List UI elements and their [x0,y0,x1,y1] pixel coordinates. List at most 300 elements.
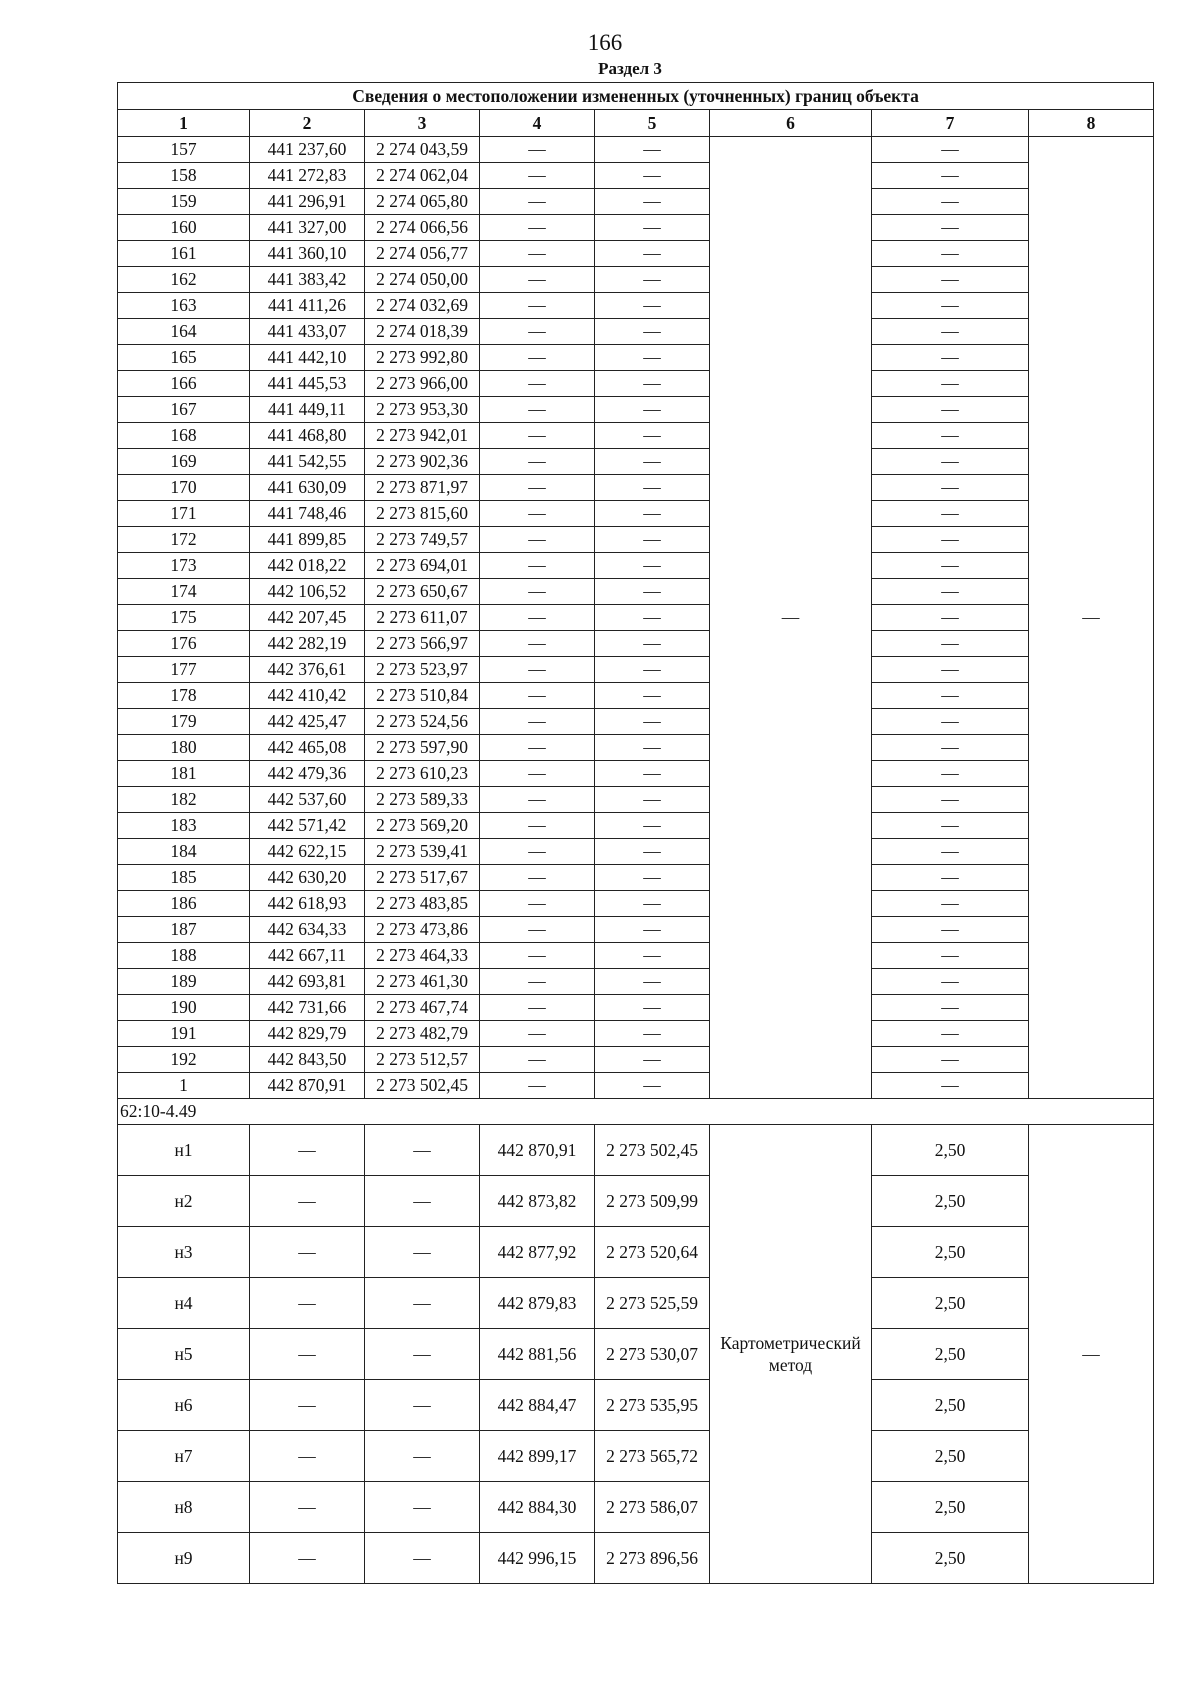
table-cell: 441 442,10 [250,345,365,371]
table-cell: 2 274 018,39 [365,319,480,345]
table-cell: 441 449,11 [250,397,365,423]
method-cell: — [710,137,872,1099]
table-row [118,1176,1154,1227]
table-row [118,761,1154,787]
table-cell: 441 296,91 [250,189,365,215]
table-cell: н3 [118,1227,250,1278]
table-cell: 2 273 953,30 [365,397,480,423]
table-cell: — [872,813,1029,839]
table-row [118,1380,1154,1431]
table-cell: 442 899,17 [480,1431,595,1482]
table-cell: — [250,1533,365,1584]
table-cell: 441 899,85 [250,527,365,553]
table-row [118,1329,1154,1380]
table-row [118,319,1154,345]
table-cell: — [595,215,710,241]
table-row [118,345,1154,371]
method-cell: Картометрический метод [710,1125,872,1584]
table-cell: — [872,839,1029,865]
table-cell: — [872,761,1029,787]
table-cell: 172 [118,527,250,553]
table-cell: — [595,553,710,579]
table-cell: 2 273 565,72 [595,1431,710,1482]
table-cell: 157 [118,137,250,163]
table-cell: 442 884,47 [480,1380,595,1431]
table-cell: — [480,345,595,371]
table-cell: н8 [118,1482,250,1533]
table-cell: 441 445,53 [250,371,365,397]
table-cell: — [480,475,595,501]
table-cell: 441 237,60 [250,137,365,163]
table-cell: — [595,163,710,189]
table-cell: н4 [118,1278,250,1329]
table-cell: 442 693,81 [250,969,365,995]
table-cell: 168 [118,423,250,449]
table-cell: 441 327,00 [250,215,365,241]
table-cell: — [480,1021,595,1047]
table-cell: 183 [118,813,250,839]
table-cell: — [872,137,1029,163]
table-cell: — [595,969,710,995]
table-cell: 442 667,11 [250,943,365,969]
table-cell: 2 273 749,57 [365,527,480,553]
table-cell: 442 376,61 [250,657,365,683]
table-cell: — [480,241,595,267]
table-cell: — [595,683,710,709]
table-cell: 165 [118,345,250,371]
table-cell: — [250,1227,365,1278]
table-cell: 442 634,33 [250,917,365,943]
table-cell: 184 [118,839,250,865]
table-cell: 2 273 566,97 [365,631,480,657]
table-cell: 2 273 586,07 [595,1482,710,1533]
table-cell: 441 433,07 [250,319,365,345]
table-cell: — [480,215,595,241]
table-row [118,371,1154,397]
table-cell: — [480,137,595,163]
table-cell: 2 273 473,86 [365,917,480,943]
table-cell: 2,50 [872,1329,1029,1380]
table-row [118,1482,1154,1533]
table-cell: — [480,839,595,865]
table-cell: — [595,891,710,917]
table-row [118,1047,1154,1073]
table-row [118,943,1154,969]
table-cell: — [595,267,710,293]
table-cell: — [595,1047,710,1073]
table-cell: 159 [118,189,250,215]
table-cell: 173 [118,553,250,579]
table-row [118,709,1154,735]
table-cell: — [872,1047,1029,1073]
table-cell: 2 274 062,04 [365,163,480,189]
table-cell: 2 273 517,67 [365,865,480,891]
table-cell: — [250,1482,365,1533]
table-cell: н7 [118,1431,250,1482]
table-cell: 441 360,10 [250,241,365,267]
table-cell: — [595,241,710,267]
column-header: 8 [1029,110,1154,137]
table-cell: — [365,1533,480,1584]
table-cell: 2 273 467,74 [365,995,480,1021]
table-cell: 2 273 461,30 [365,969,480,995]
table-cell: — [480,189,595,215]
table-row [118,397,1154,423]
table-cell: — [365,1380,480,1431]
table-cell: — [250,1125,365,1176]
table-cell: — [595,995,710,1021]
table-cell: 162 [118,267,250,293]
table-cell: 2 273 650,67 [365,579,480,605]
table-cell: 171 [118,501,250,527]
table-cell: — [480,605,595,631]
table-cell: 442 630,20 [250,865,365,891]
table-cell: 187 [118,917,250,943]
table-cell: 191 [118,1021,250,1047]
table-row [118,475,1154,501]
table-cell: 442 843,50 [250,1047,365,1073]
table-cell: 441 411,26 [250,293,365,319]
table-cell: — [595,735,710,761]
table-cell: 160 [118,215,250,241]
table-cell: — [872,1021,1029,1047]
table-cell: — [872,605,1029,631]
table-cell: н5 [118,1329,250,1380]
table-cell: — [480,579,595,605]
table-cell: 442 829,79 [250,1021,365,1047]
table-cell: — [595,943,710,969]
object-code: 62:10-4.49 [118,1099,1154,1125]
table-cell: — [872,969,1029,995]
table-cell: — [595,189,710,215]
table-cell: 185 [118,865,250,891]
table-cell: — [595,709,710,735]
table-cell: — [872,449,1029,475]
table-cell: 2 273 509,99 [595,1176,710,1227]
table-cell: 2 273 482,79 [365,1021,480,1047]
table-cell: 2 273 525,59 [595,1278,710,1329]
table-row [118,1021,1154,1047]
table-cell: — [480,423,595,449]
table-cell: — [872,1073,1029,1099]
table-cell: 442 884,30 [480,1482,595,1533]
table-cell: 2 273 530,07 [595,1329,710,1380]
table-cell: — [595,345,710,371]
column-header: 2 [250,110,365,137]
table-cell: 2,50 [872,1533,1029,1584]
table-cell: — [872,579,1029,605]
table-row [118,1278,1154,1329]
table-cell: — [872,709,1029,735]
table-row [118,995,1154,1021]
table-cell: — [595,475,710,501]
table-cell: 442 425,47 [250,709,365,735]
table-cell: 2 273 569,20 [365,813,480,839]
table-cell: 442 881,56 [480,1329,595,1380]
table-cell: 442 870,91 [250,1073,365,1099]
table-row [118,813,1154,839]
table-cell: — [365,1329,480,1380]
table-cell: н1 [118,1125,250,1176]
table-cell: — [595,371,710,397]
table-cell: 2 273 464,33 [365,943,480,969]
table-row [118,631,1154,657]
table-row [118,605,1154,631]
table-cell: 176 [118,631,250,657]
table-cell: 2,50 [872,1176,1029,1227]
table-cell: — [872,475,1029,501]
table-cell: — [595,293,710,319]
table-cell: — [595,397,710,423]
table-row [118,1073,1154,1099]
table-row [118,657,1154,683]
table-cell: 2 273 694,01 [365,553,480,579]
table-cell: 442 018,22 [250,553,365,579]
table-cell: — [480,917,595,943]
table-cell: 2,50 [872,1482,1029,1533]
table-row [118,683,1154,709]
table-cell: — [480,865,595,891]
table-cell: 442 622,15 [250,839,365,865]
table-cell: 442 537,60 [250,787,365,813]
table-cell: 161 [118,241,250,267]
column-header: 6 [710,110,872,137]
table-cell: 442 879,83 [480,1278,595,1329]
table-cell: н6 [118,1380,250,1431]
table-cell: 2 274 050,00 [365,267,480,293]
table-cell: 442 996,15 [480,1533,595,1584]
table-cell: — [872,683,1029,709]
table-cell: 441 272,83 [250,163,365,189]
table-cell: 2,50 [872,1380,1029,1431]
table-cell: — [365,1227,480,1278]
note-cell: — [1029,137,1154,1099]
table-cell: 177 [118,657,250,683]
table-cell: — [595,449,710,475]
table-cell: — [480,527,595,553]
table-cell: — [595,527,710,553]
table-cell: 166 [118,371,250,397]
table-cell: 164 [118,319,250,345]
column-header: 5 [595,110,710,137]
table-cell: — [872,423,1029,449]
table-row [118,1125,1154,1176]
table-cell: 189 [118,969,250,995]
table-cell: 2 274 043,59 [365,137,480,163]
table-cell: 175 [118,605,250,631]
table-title-row [118,83,1154,110]
table-cell: — [250,1176,365,1227]
table-cell: 2 273 535,95 [595,1380,710,1431]
table-cell: 2 273 902,36 [365,449,480,475]
table-cell: 190 [118,995,250,1021]
table-cell: 180 [118,735,250,761]
table-cell: — [872,787,1029,813]
table-cell: — [595,579,710,605]
table-cell: 441 748,46 [250,501,365,527]
table-cell: 170 [118,475,250,501]
table-cell: 2 273 896,56 [595,1533,710,1584]
table-row [118,553,1154,579]
table-cell: 2,50 [872,1227,1029,1278]
table-row [118,293,1154,319]
table-cell: — [872,917,1029,943]
table-cell: 2 273 483,85 [365,891,480,917]
table-cell: — [480,501,595,527]
table-cell: 442 571,42 [250,813,365,839]
table-row [118,787,1154,813]
table-cell: 442 618,93 [250,891,365,917]
table-cell: 158 [118,163,250,189]
table-row [118,423,1154,449]
column-header: 4 [480,110,595,137]
table-cell: — [872,891,1029,917]
table-cell: — [480,631,595,657]
table-cell: 2 274 032,69 [365,293,480,319]
table-cell: 442 479,36 [250,761,365,787]
table-cell: 2 273 524,56 [365,709,480,735]
table-cell: — [872,865,1029,891]
object-code-row [118,1099,1154,1125]
table-row [118,839,1154,865]
table-cell: — [595,1073,710,1099]
table-cell: — [595,631,710,657]
table-cell: — [872,345,1029,371]
table-cell: — [480,995,595,1021]
table-cell: — [595,1021,710,1047]
table-row [118,449,1154,475]
table-cell: — [595,917,710,943]
table-cell: — [365,1482,480,1533]
table-cell: — [872,501,1029,527]
table-cell: — [595,787,710,813]
table-body [118,83,1154,1584]
table-row [118,579,1154,605]
table-cell: — [872,553,1029,579]
table-row [118,1227,1154,1278]
table-cell: 2 273 597,90 [365,735,480,761]
table-cell: — [365,1278,480,1329]
table-cell: — [872,267,1029,293]
table-cell: н2 [118,1176,250,1227]
table-cell: 442 877,92 [480,1227,595,1278]
table-cell: 174 [118,579,250,605]
table-row [118,917,1154,943]
table-cell: 186 [118,891,250,917]
table-cell: 442 410,42 [250,683,365,709]
table-cell: — [480,371,595,397]
table-cell: 182 [118,787,250,813]
table-cell: — [480,293,595,319]
table-cell: — [480,891,595,917]
table-cell: — [480,1047,595,1073]
table-cell: — [250,1278,365,1329]
table-row [118,527,1154,553]
table-cell: 181 [118,761,250,787]
table-cell: н9 [118,1533,250,1584]
table-cell: — [480,449,595,475]
table-cell: — [480,319,595,345]
table-row [118,215,1154,241]
table-cell: — [872,943,1029,969]
table-cell: 2 273 539,41 [365,839,480,865]
table-cell: 188 [118,943,250,969]
table-cell: — [872,215,1029,241]
page-number: 166 [587,30,623,55]
table-cell: 167 [118,397,250,423]
table-cell: — [595,657,710,683]
table-cell: — [872,995,1029,1021]
table-cell: 2 273 502,45 [595,1125,710,1176]
table-cell: — [872,189,1029,215]
table-cell: — [365,1176,480,1227]
table-cell: — [480,969,595,995]
column-header: 7 [872,110,1029,137]
table-cell: — [872,371,1029,397]
table-row [118,735,1154,761]
table-cell: 2 273 611,07 [365,605,480,631]
table-row [118,891,1154,917]
column-header: 3 [365,110,480,137]
table-cell: 2 273 815,60 [365,501,480,527]
table-cell: — [480,657,595,683]
table-cell: 2 273 942,01 [365,423,480,449]
table-cell: — [872,241,1029,267]
table-cell: — [250,1380,365,1431]
table-cell: — [872,163,1029,189]
table-cell: 178 [118,683,250,709]
table-row [118,501,1154,527]
table-cell: 2 273 520,64 [595,1227,710,1278]
table-cell: 2 274 056,77 [365,241,480,267]
table-cell: — [595,137,710,163]
table-cell: — [595,319,710,345]
note-cell: — [1029,1125,1154,1584]
table-cell: 442 870,91 [480,1125,595,1176]
table-cell: 2 273 966,00 [365,371,480,397]
table-cell: — [250,1431,365,1482]
table-cell: 441 542,55 [250,449,365,475]
column-header-row [118,110,1154,137]
table-cell: — [250,1329,365,1380]
table-cell: 442 465,08 [250,735,365,761]
table-cell: 179 [118,709,250,735]
table-cell: — [480,267,595,293]
table-cell: 2 273 502,45 [365,1073,480,1099]
table-cell: — [595,865,710,891]
table-cell: 2 273 871,97 [365,475,480,501]
table-cell: — [365,1431,480,1482]
table-cell: 442 282,19 [250,631,365,657]
table-cell: — [872,657,1029,683]
table-row [118,163,1154,189]
table-row [118,241,1154,267]
table-cell: 163 [118,293,250,319]
table-cell: 2 274 066,56 [365,215,480,241]
table-cell: — [872,319,1029,345]
table-row [118,267,1154,293]
table-cell: — [872,527,1029,553]
section-title: Раздел 3 [598,59,662,78]
table-cell: — [872,735,1029,761]
table-cell: 192 [118,1047,250,1073]
table-cell: — [480,553,595,579]
table-cell: — [480,1073,595,1099]
table-cell: — [480,813,595,839]
table-cell: 2 273 992,80 [365,345,480,371]
table-cell: 2 274 065,80 [365,189,480,215]
table-cell: — [480,709,595,735]
